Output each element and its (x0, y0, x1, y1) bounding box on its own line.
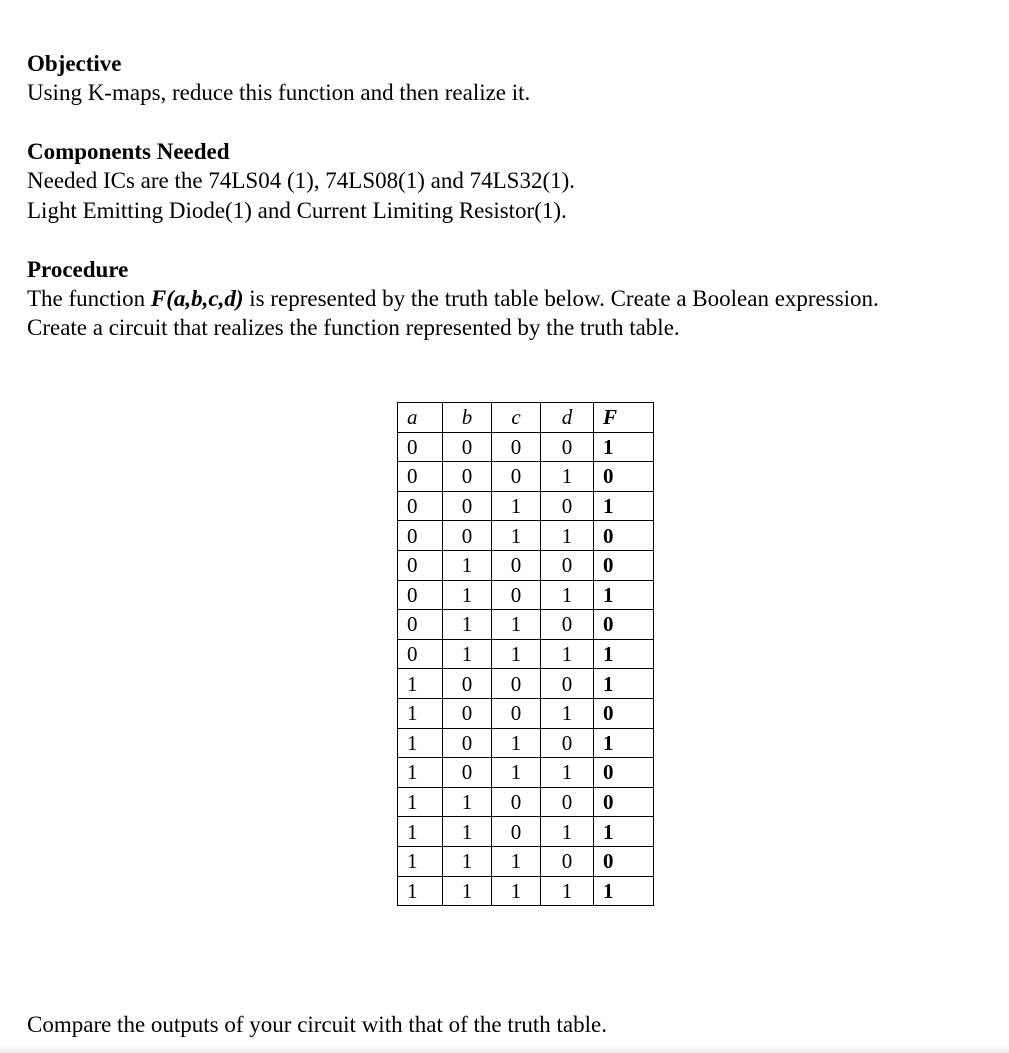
input-cell: 1 (443, 580, 492, 610)
procedure-line-1-pre: The function (27, 286, 151, 311)
table-row (398, 787, 654, 817)
output-cell: 1 (594, 876, 654, 906)
input-cell: 1 (398, 758, 443, 788)
input-cell: 0 (398, 610, 443, 640)
table-row (398, 817, 654, 847)
table-row (398, 876, 654, 906)
objective-text: Using K-maps, reduce this function and then realize it. (27, 80, 531, 105)
output-cell: 1 (594, 817, 654, 847)
components-heading: Components Needed (27, 139, 230, 164)
input-cell: 1 (492, 491, 541, 521)
output-cell: 0 (594, 462, 654, 492)
header-d: d (541, 403, 594, 433)
table-row (398, 728, 654, 758)
input-cell: 1 (541, 462, 594, 492)
objective-heading: Objective (27, 51, 122, 76)
input-cell: 0 (541, 432, 594, 462)
input-cell: 1 (443, 817, 492, 847)
input-cell: 1 (492, 846, 541, 876)
procedure-heading: Procedure (27, 257, 129, 282)
input-cell: 0 (492, 698, 541, 728)
table-row (398, 432, 654, 462)
input-cell: 1 (541, 758, 594, 788)
table-row (398, 462, 654, 492)
output-cell: 1 (594, 432, 654, 462)
output-cell: 0 (594, 610, 654, 640)
table-row (398, 698, 654, 728)
input-cell: 1 (492, 610, 541, 640)
procedure-line-1-post: is represented by the truth table below. Create a Boolean expression. (243, 286, 879, 311)
procedure-line-2: Create a circuit that realizes the function represented by the truth table. (27, 315, 680, 340)
input-cell: 0 (398, 550, 443, 580)
table-row (398, 669, 654, 699)
function-name: F(a,b,c,d) (150, 286, 244, 311)
input-cell: 1 (541, 580, 594, 610)
table-row (398, 521, 654, 551)
input-cell: 0 (492, 432, 541, 462)
table-row (398, 550, 654, 580)
input-cell: 1 (398, 787, 443, 817)
components-line-2: Light Emitting Diode(1) and Current Limiting Resistor(1). (27, 198, 567, 223)
components-line-1: Needed ICs are the 74LS04 (1), 74LS08(1) and 74LS32(1). (27, 168, 576, 193)
input-cell: 1 (398, 728, 443, 758)
header-c: c (492, 403, 541, 433)
table-row (398, 580, 654, 610)
input-cell: 1 (398, 698, 443, 728)
table-row (398, 846, 654, 876)
input-cell: 1 (541, 639, 594, 669)
output-cell: 1 (594, 728, 654, 758)
input-cell: 0 (492, 580, 541, 610)
table-row (398, 491, 654, 521)
input-cell: 1 (492, 728, 541, 758)
input-cell: 0 (541, 669, 594, 699)
input-cell: 1 (398, 846, 443, 876)
input-cell: 1 (492, 876, 541, 906)
input-cell: 0 (492, 669, 541, 699)
output-cell: 0 (594, 698, 654, 728)
input-cell: 0 (541, 491, 594, 521)
input-cell: 0 (398, 580, 443, 610)
input-cell: 1 (443, 787, 492, 817)
table-row (398, 758, 654, 788)
input-cell: 0 (492, 817, 541, 847)
output-cell: 1 (594, 669, 654, 699)
input-cell: 1 (541, 876, 594, 906)
input-cell: 0 (398, 521, 443, 551)
output-cell: 0 (594, 787, 654, 817)
input-cell: 0 (541, 610, 594, 640)
output-cell: 0 (594, 758, 654, 788)
output-cell: 0 (594, 521, 654, 551)
input-cell: 0 (443, 521, 492, 551)
input-cell: 1 (398, 817, 443, 847)
header-a: a (398, 403, 443, 433)
input-cell: 0 (492, 787, 541, 817)
input-cell: 1 (492, 639, 541, 669)
input-cell: 0 (398, 491, 443, 521)
footer-text: Compare the outputs of your circuit with that of the truth table. (27, 1012, 607, 1037)
page-bottom-shade (0, 1045, 1009, 1053)
input-cell: 0 (541, 728, 594, 758)
input-cell: 1 (443, 876, 492, 906)
input-cell: 0 (443, 491, 492, 521)
output-cell: 0 (594, 550, 654, 580)
input-cell: 1 (541, 817, 594, 847)
output-cell: 0 (594, 846, 654, 876)
input-cell: 0 (541, 787, 594, 817)
input-cell: 0 (541, 550, 594, 580)
input-cell: 1 (541, 521, 594, 551)
output-cell: 1 (594, 639, 654, 669)
input-cell: 1 (398, 669, 443, 699)
input-cell: 0 (398, 432, 443, 462)
input-cell: 1 (492, 521, 541, 551)
input-cell: 0 (443, 728, 492, 758)
output-cell: 1 (594, 491, 654, 521)
input-cell: 0 (443, 698, 492, 728)
input-cell: 0 (492, 550, 541, 580)
output-cell: 1 (594, 580, 654, 610)
input-cell: 0 (492, 462, 541, 492)
input-cell: 1 (443, 846, 492, 876)
input-cell: 0 (398, 639, 443, 669)
input-cell: 1 (541, 698, 594, 728)
input-cell: 0 (443, 432, 492, 462)
input-cell: 0 (443, 462, 492, 492)
truth-table (397, 402, 654, 906)
header-f: F (594, 403, 654, 433)
input-cell: 1 (443, 610, 492, 640)
header-b: b (443, 403, 492, 433)
input-cell: 0 (398, 462, 443, 492)
table-row (398, 610, 654, 640)
input-cell: 1 (443, 639, 492, 669)
input-cell: 0 (443, 758, 492, 788)
input-cell: 1 (492, 758, 541, 788)
truth-table-header-row (398, 403, 654, 433)
input-cell: 1 (398, 876, 443, 906)
procedure-line-1 (27, 285, 879, 313)
table-row (398, 639, 654, 669)
input-cell: 0 (541, 846, 594, 876)
input-cell: 1 (443, 550, 492, 580)
input-cell: 0 (443, 669, 492, 699)
